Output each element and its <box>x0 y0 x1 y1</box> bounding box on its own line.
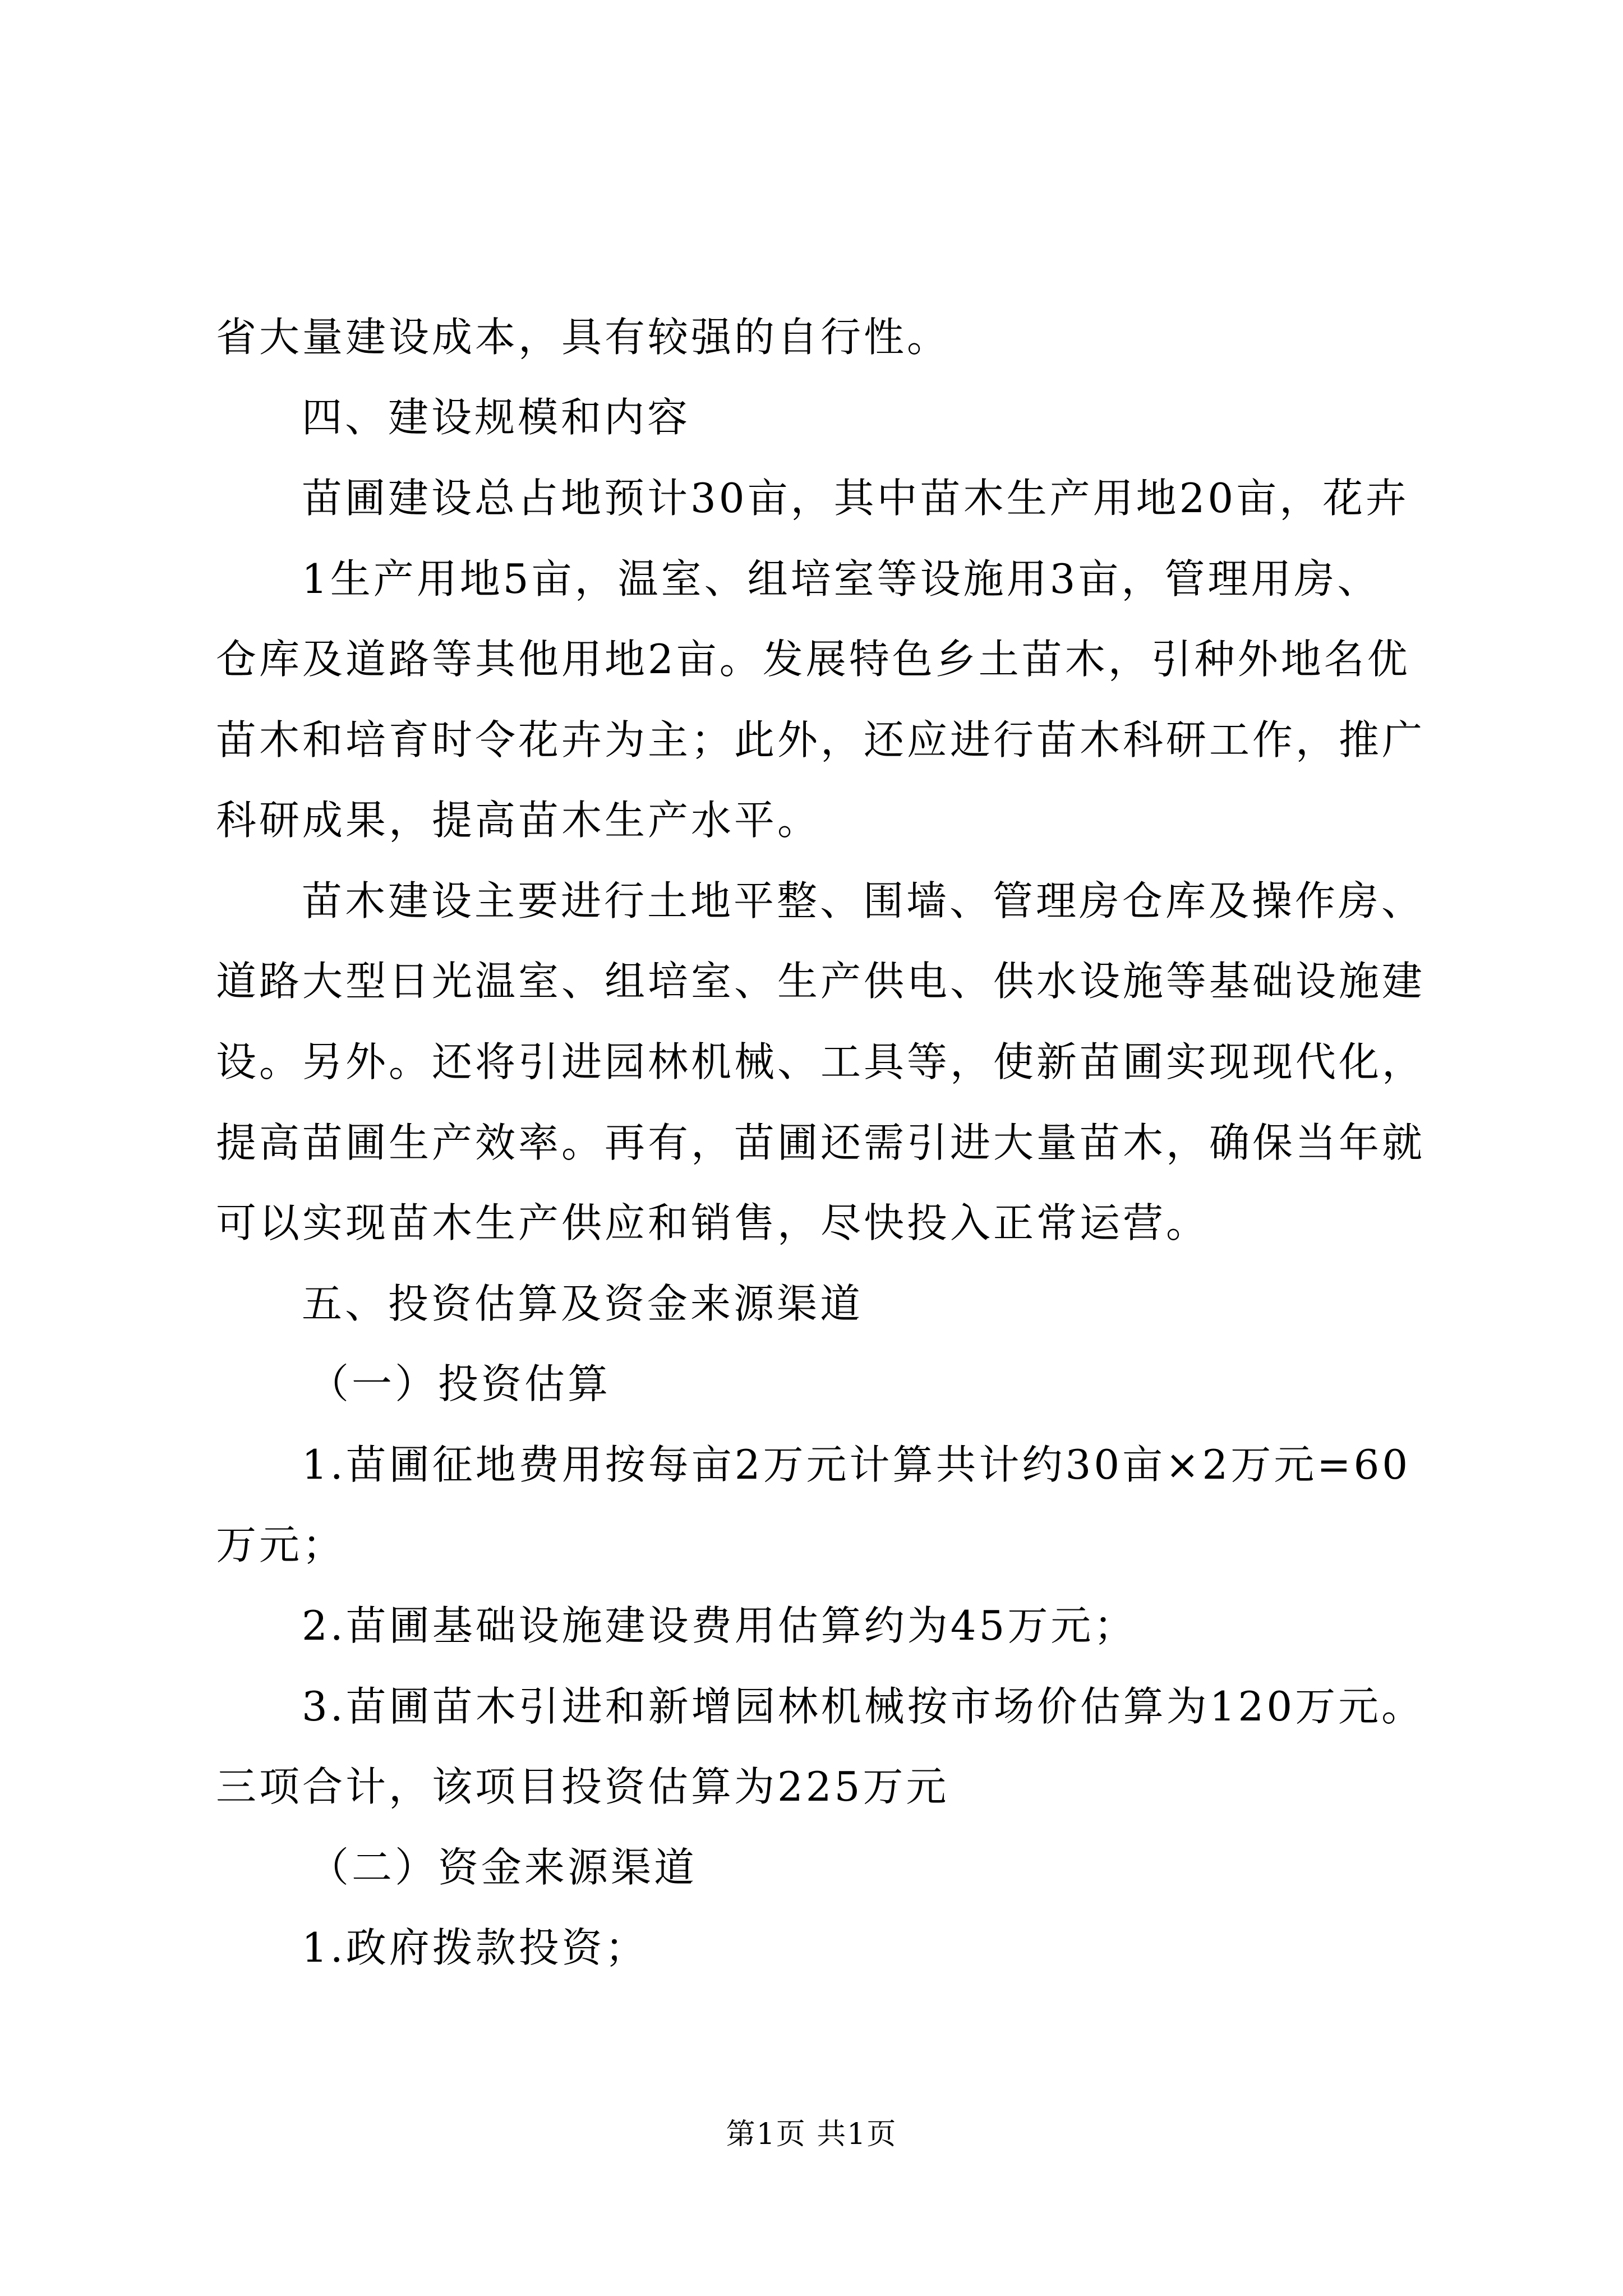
body-text-line: 道路大型日光温室、组培室、生产供电、供水设施等基础设施建 <box>216 958 1426 1005</box>
list-item-funding-1: 1.政府拨款投资； <box>302 1924 648 1971</box>
total-summary-line: 三项合计，该项目投资估算为225万元 <box>216 1763 949 1810</box>
body-text-line: 苗圃建设总占地预计30亩，其中苗木生产用地20亩，花卉 <box>302 475 1409 522</box>
list-item-2: 2.苗圃基础设施建设费用估算约为45万元； <box>302 1602 1137 1649</box>
subsection-heading-1: （一）投资估算 <box>308 1360 611 1407</box>
body-text-line: 苗木和培育时令花卉为主；此外，还应进行苗木科研工作，推广 <box>216 716 1426 763</box>
body-text-line: 1生产用地5亩，温室、组培室等设施用3亩，管理用房、 <box>302 555 1381 602</box>
section-heading-4: 四、建设规模和内容 <box>302 394 691 441</box>
list-item-1-continued: 万元； <box>216 1521 346 1568</box>
body-text-line: 可以实现苗木生产供应和销售，尽快投入正常运营。 <box>216 1199 1210 1246</box>
body-text-line: 省大量建设成本，具有较强的自行性。 <box>216 314 951 361</box>
body-text-line: 仓库及道路等其他用地2亩。发展特色乡土苗木，引种外地名优 <box>216 636 1410 683</box>
subsection-heading-2: （二）资金来源渠道 <box>308 1844 698 1891</box>
body-text-line: 科研成果，提高苗木生产水平。 <box>216 797 821 844</box>
list-item-3: 3.苗圃苗木引进和新增园林机械按市场价估算为120万元。 <box>302 1683 1425 1730</box>
list-item-1: 1.苗圃征地费用按每亩2万元计算共计约30亩×2万元=60 <box>302 1441 1411 1488</box>
page-footer: 第1页 共1页 <box>726 2118 897 2151</box>
body-text-line: 提高苗圃生产效率。再有，苗圃还需引进大量苗木，确保当年就 <box>216 1119 1426 1166</box>
section-heading-5: 五、投资估算及资金来源渠道 <box>302 1280 864 1327</box>
body-text-line: 苗木建设主要进行土地平整、围墙、管理房仓库及操作房、 <box>302 877 1425 924</box>
body-text-line: 设。另外。还将引进园林机械、工具等，使新苗圃实现现代化， <box>216 1038 1426 1085</box>
